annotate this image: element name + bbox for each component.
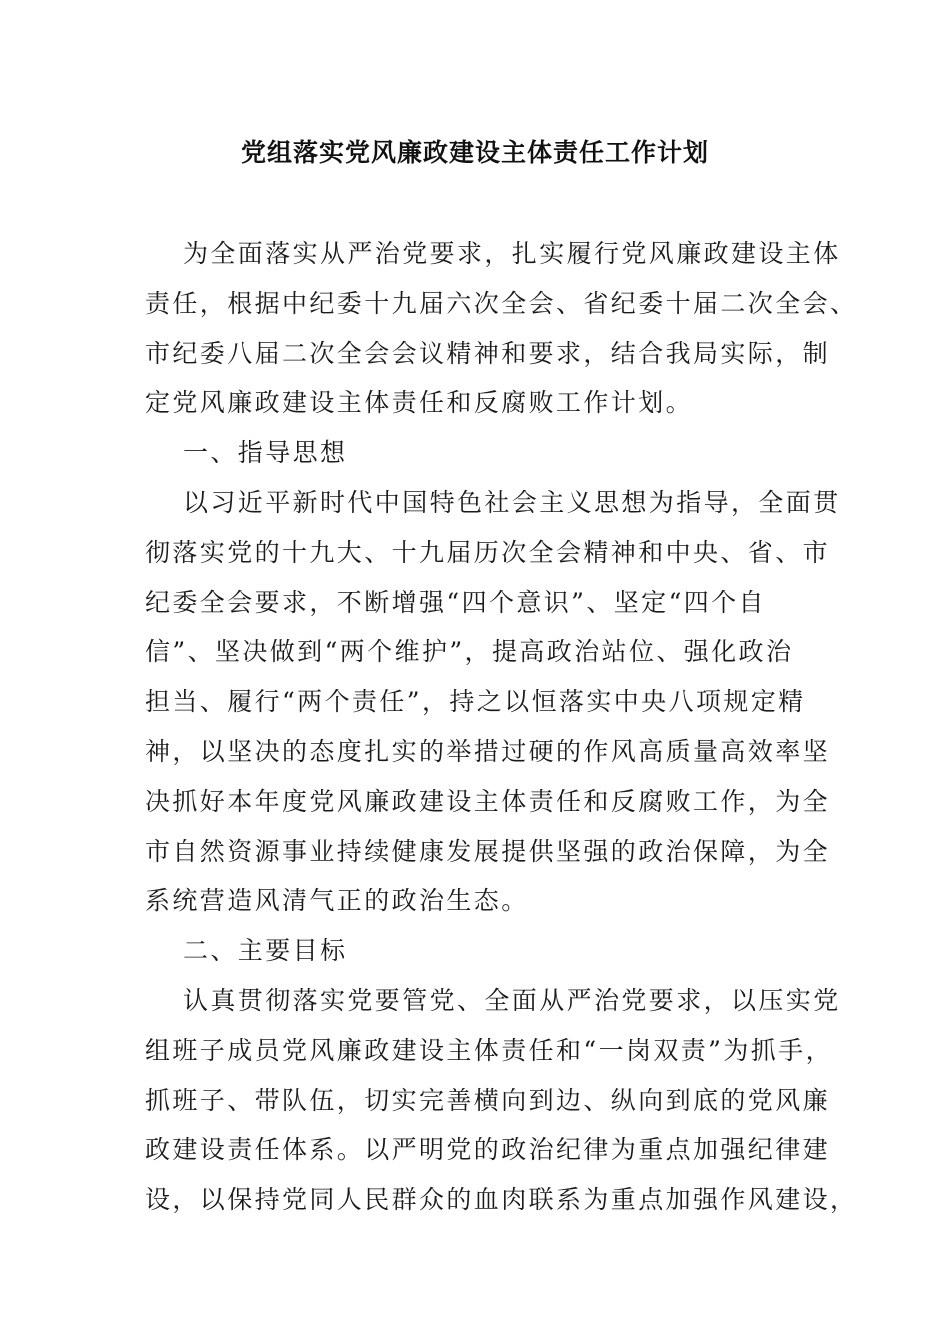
paragraph-line: 市纪委八届二次全会会议精神和要求，结合我局实际，制 [145,338,831,368]
paragraph-line: 设，以保持党同人民群众的血肉联系为重点加强作风建设， [145,1185,858,1215]
paragraph-line: 纪委全会要求，不断增强“四个意识”、坚定“四个自 [145,587,766,617]
paragraph-line: 彻落实党的十九大、十九届历次全会精神和中央、省、市 [145,537,831,567]
paragraph-line: 担当、履行“两个责任”，持之以恒落实中央八项规定精 [145,687,806,717]
paragraph-line: 以习近平新时代中国特色社会主义思想为指导，全面贯 [183,487,841,517]
paragraph-line: 为全面落实从严治党要求，扎实履行党风廉政建设主体 [183,239,841,268]
paragraph-line: 定党风廉政建设主体责任和反腐败工作计划。 [145,388,694,418]
paragraph-line: 决抓好本年度党风廉政建设主体责任和反腐败工作，为全 [145,786,831,816]
paragraph-line: 信”、坚决做到“两个维护”，提高政治站位、强化政治 [145,637,794,667]
section-heading: 一、指导思想 [183,438,348,468]
paragraph-line: 神，以坚决的态度扎实的举措过硬的作风高质量高效率坚 [145,736,831,766]
paragraph-line: 责任，根据中纪委十九届六次全会、省纪委十届二次全会、 [145,288,858,318]
paragraph-line: 系统营造风清气正的政治生态。 [145,886,529,916]
document-title: 党组落实党风廉政建设主体责任工作计划 [240,138,709,167]
paragraph-line: 政建设责任体系。以严明党的政治纪律为重点加强纪律建 [145,1135,831,1165]
paragraph-line: 市自然资源事业持续健康发展提供坚强的政治保障，为全 [145,836,831,866]
paragraph-line: 认真贯彻落实党要管党、全面从严治党要求，以压实党 [183,985,841,1015]
section-heading: 二、主要目标 [183,936,348,966]
paragraph-line: 抓班子、带队伍，切实完善横向到边、纵向到底的党风廉 [145,1085,831,1115]
document-body [145,229,858,1225]
paragraph-line: 组班子成员党风廉政建设主体责任和“一岗双责”为抓手， [145,1035,833,1065]
